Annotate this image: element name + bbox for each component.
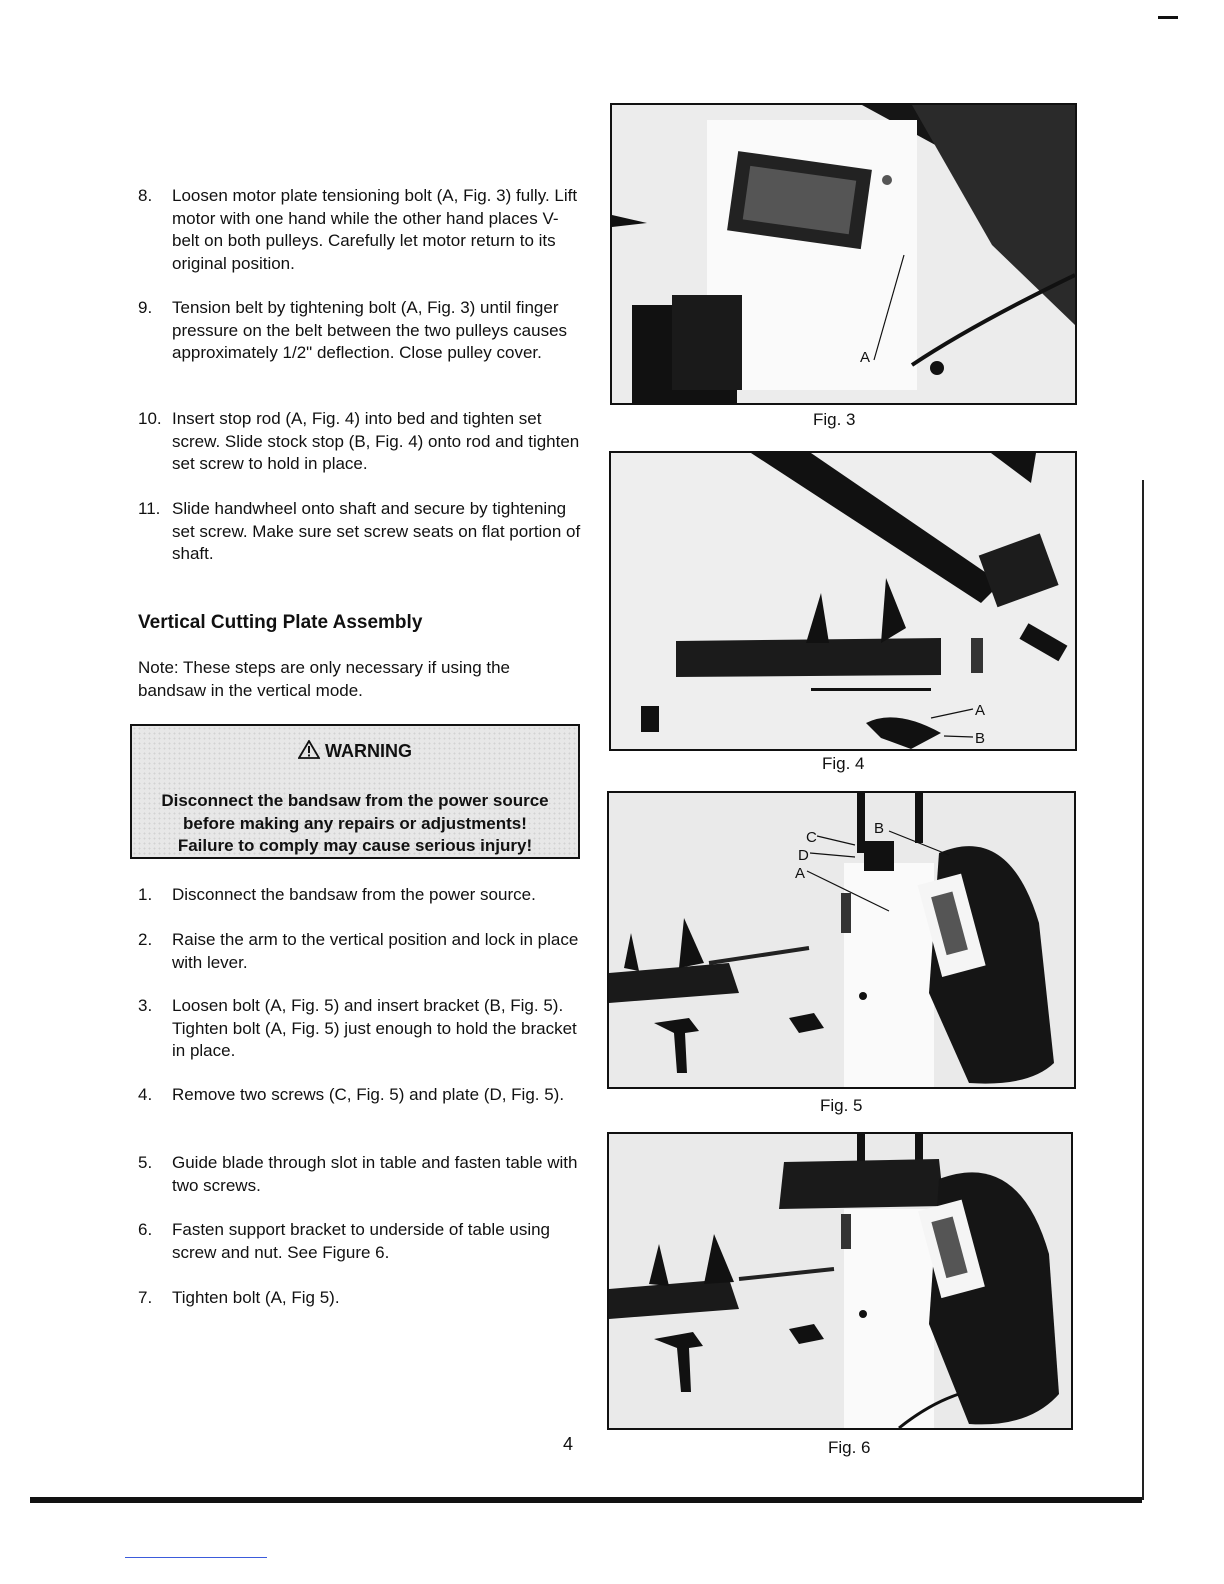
step-text: Slide handwheel onto shaft and secure by tightening set screw. Make sure set screw seats on flat portion of shaft. <box>172 499 581 563</box>
step-text: Remove two screws (C, Fig. 5) and plate (D, Fig. 5). <box>172 1085 565 1104</box>
step-number: 10. <box>138 409 162 428</box>
figure-3-caption: Fig. 3 <box>813 410 856 429</box>
warning-line-3: Failure to comply may cause serious injury! <box>177 836 533 855</box>
bottom-link-underline <box>125 1557 267 1558</box>
step-text: Raise the arm to the vertical position and lock in place with lever. <box>172 930 579 972</box>
scan-artifact-dash <box>1158 16 1178 19</box>
step-number: 11. <box>138 499 161 518</box>
step-text: Loosen motor plate tensioning bolt (A, Fig. 3) fully. Lift motor with one hand while the other hand places V-belt on both pulleys. Carefully let motor return to its original position. <box>172 186 578 273</box>
step-number: 3. <box>138 996 153 1015</box>
figure-6-photo <box>607 1132 1073 1430</box>
section-heading: Vertical Cutting Plate Assembly <box>138 612 423 633</box>
step-text: Loosen bolt (A, Fig. 5) and insert bracket (B, Fig. 5). Tighten bolt (A, Fig. 5) just enough to hold the bracket in place. <box>172 996 577 1060</box>
figure-5-photo <box>607 791 1076 1089</box>
warning-title: WARNING <box>325 741 412 761</box>
warning-line-1: Disconnect the bandsaw from the power source <box>161 791 549 810</box>
step-number: 4. <box>138 1085 153 1104</box>
step-number: 5. <box>138 1153 153 1172</box>
figure-4-caption: Fig. 4 <box>822 754 865 773</box>
warning-body <box>132 790 578 858</box>
step-number: 1. <box>138 885 153 904</box>
warning-line-2: before making any repairs or adjustments! <box>183 813 527 833</box>
warning-box <box>130 724 580 859</box>
step-text: Insert stop rod (A, Fig. 4) into bed and tighten set screw. Slide stock stop (B, Fig. 4) onto rod and tighten set screw to hold in place. <box>172 409 580 473</box>
step-number: 6. <box>138 1220 153 1239</box>
step-text: Tension belt by tightening bolt (A, Fig. 3) until finger pressure on the belt between the two pulleys causes approximately 1/2" deflection. Close pulley cover. <box>172 298 568 362</box>
step-text: Fasten support bracket to underside of table using screw and nut. See Figure 6. <box>172 1220 551 1262</box>
fig5-label-a: A <box>795 865 806 882</box>
fig4-label-a: A <box>975 702 986 719</box>
step-text: Disconnect the bandsaw from the power source. <box>172 885 536 904</box>
step-text: Guide blade through slot in table and fasten table with two screws. <box>172 1153 578 1195</box>
fig5-label-d: D <box>798 847 809 864</box>
step-number: 8. <box>138 186 153 205</box>
warning-triangle-icon <box>298 741 325 761</box>
page-edge-line <box>1142 480 1144 1500</box>
figure-6-caption: Fig. 6 <box>828 1438 871 1457</box>
fig4-label-b: B <box>975 730 986 747</box>
fig5-label-c: C <box>806 829 817 846</box>
figure-5-caption: Fig. 5 <box>820 1096 863 1115</box>
page-number: 4 <box>563 1434 574 1454</box>
note-text: Note: These steps are only necessary if using the bandsaw in the vertical mode. <box>138 658 510 700</box>
step-number: 9. <box>138 298 153 317</box>
step-number: 7. <box>138 1288 153 1307</box>
figure-3-photo <box>610 103 1077 405</box>
fig5-label-b: B <box>874 820 885 837</box>
figure-4-photo <box>609 451 1077 751</box>
warning-title-row <box>132 740 578 762</box>
step-number: 2. <box>138 930 153 949</box>
fig3-label-a: A <box>860 349 871 366</box>
step-text: Tighten bolt (A, Fig 5). <box>172 1288 340 1307</box>
footer-rule <box>30 1497 1142 1503</box>
